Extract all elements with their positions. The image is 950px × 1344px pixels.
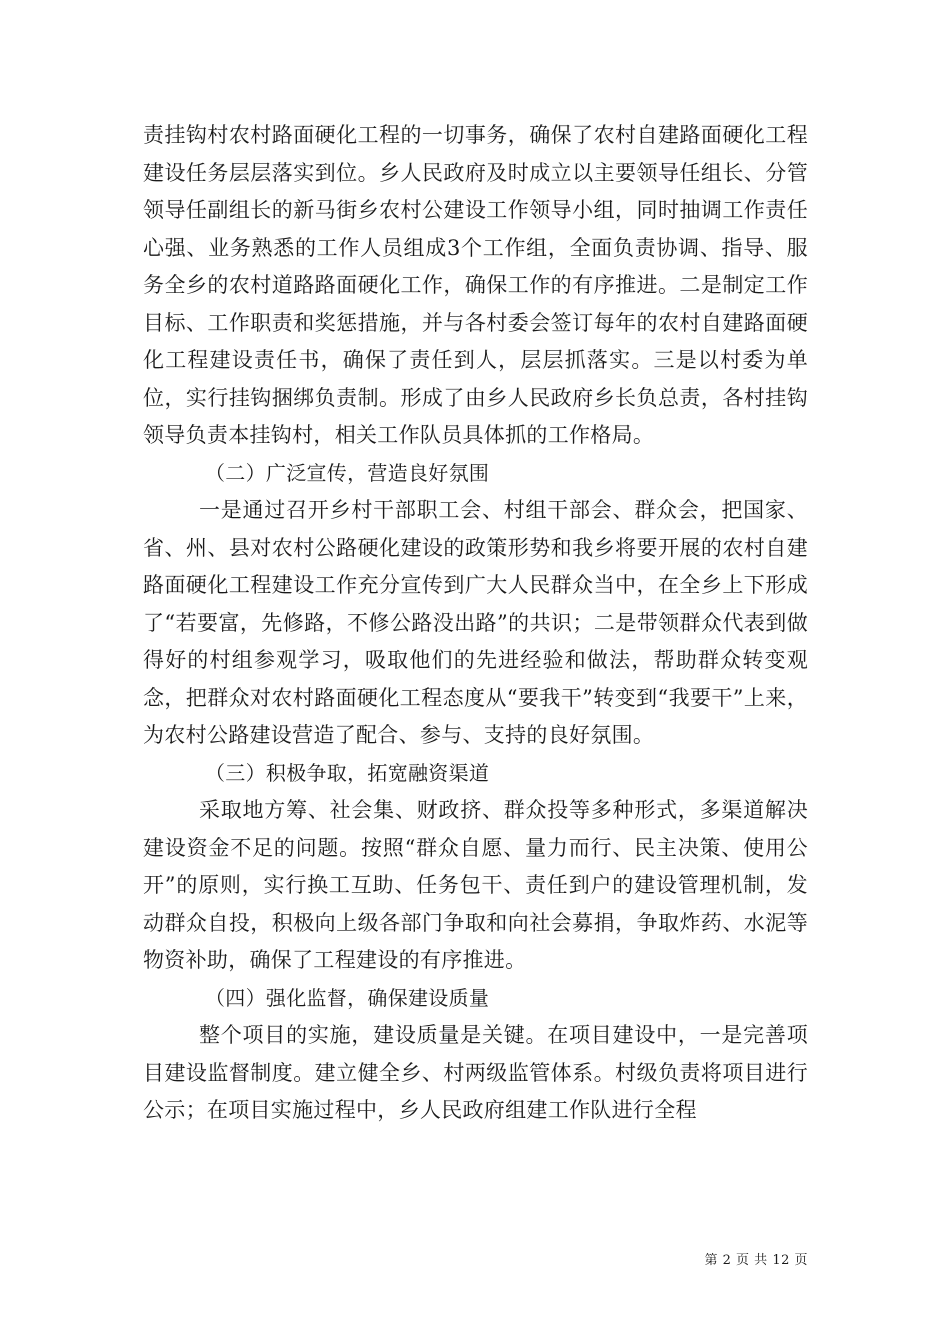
paragraph-supervision: 整个项目的实施，建设质量是关键。在项目建设中，一是完善项目建设监督制度。建立健全乡、村两级监管体系。村级负责将项目进行公示；在项目实施过程中，乡人民政府组建工作队进行全程 [143,1023,808,1122]
document-body [143,117,808,1130]
paragraph-publicity: 一是通过召开乡村干部职工会、村组干部会、群众会，把国家、省、州、县对农村公路硬化建设的政策形势和我乡将要开展的农村自建路面硬化工程建设工作充分宣传到广大人民群众当中，在全乡上下形成了“若要富，先修路，不修公路没出路”的共识；二是带领群众代表到做得好的村组参观学习，吸取他们的先进经验和做法，帮助群众转变观念，把群众对农村路面硬化工程态度从“要我干”转变到“我要干”上来，为农村公路建设营造了配合、参与、支持的良好氛围。 [143,498,808,747]
section-heading-4: （四）强化监督，确保建设质量 [205,985,490,1010]
paragraph-funding: 采取地方筹、社会集、财政挤、群众投等多种形式，多渠道解决建设资金不足的问题。按照“群众自愿、量力而行、民主决策、使用公开”的原则，实行换工互助、任务包干、责任到户的建设管理机制，发动群众自投，积极向上级各部门争取和向社会募捐，争取炸药、水泥等物资补助，确保了工程建设的有序推进。 [143,798,808,972]
section-heading-2: （二）广泛宣传，营造良好氛围 [205,460,490,485]
section-heading-3: （三）积极争取，拓宽融资渠道 [205,760,490,785]
paragraph-intro: 责挂钩村农村路面硬化工程的一切事务，确保了农村自建路面硬化工程建设任务层层落实到位。乡人民政府及时成立以主要领导任组长、分管领导任副组长的新马街乡农村公建设工作领导小组，同时抽调工作责任心强、业务熟悉的工作人员组成3个工作组，全面负责协调、指导、服务全乡的农村道路路面硬化工作，确保工作的有序推进。二是制定工作目标、工作职责和奖惩措施，并与各村委会签订每年的农村自建路面硬化工程建设责任书，确保了责任到人，层层抓落实。三是以村委为单位，实行挂钩捆绑负责制。形成了由乡人民政府乡长负总责，各村挂钩领导负责本挂钩村，相关工作队员具体抓的工作格局。 [143,123,808,447]
page-number-footer: 第 2 页 共 12 页 [704,1253,808,1268]
